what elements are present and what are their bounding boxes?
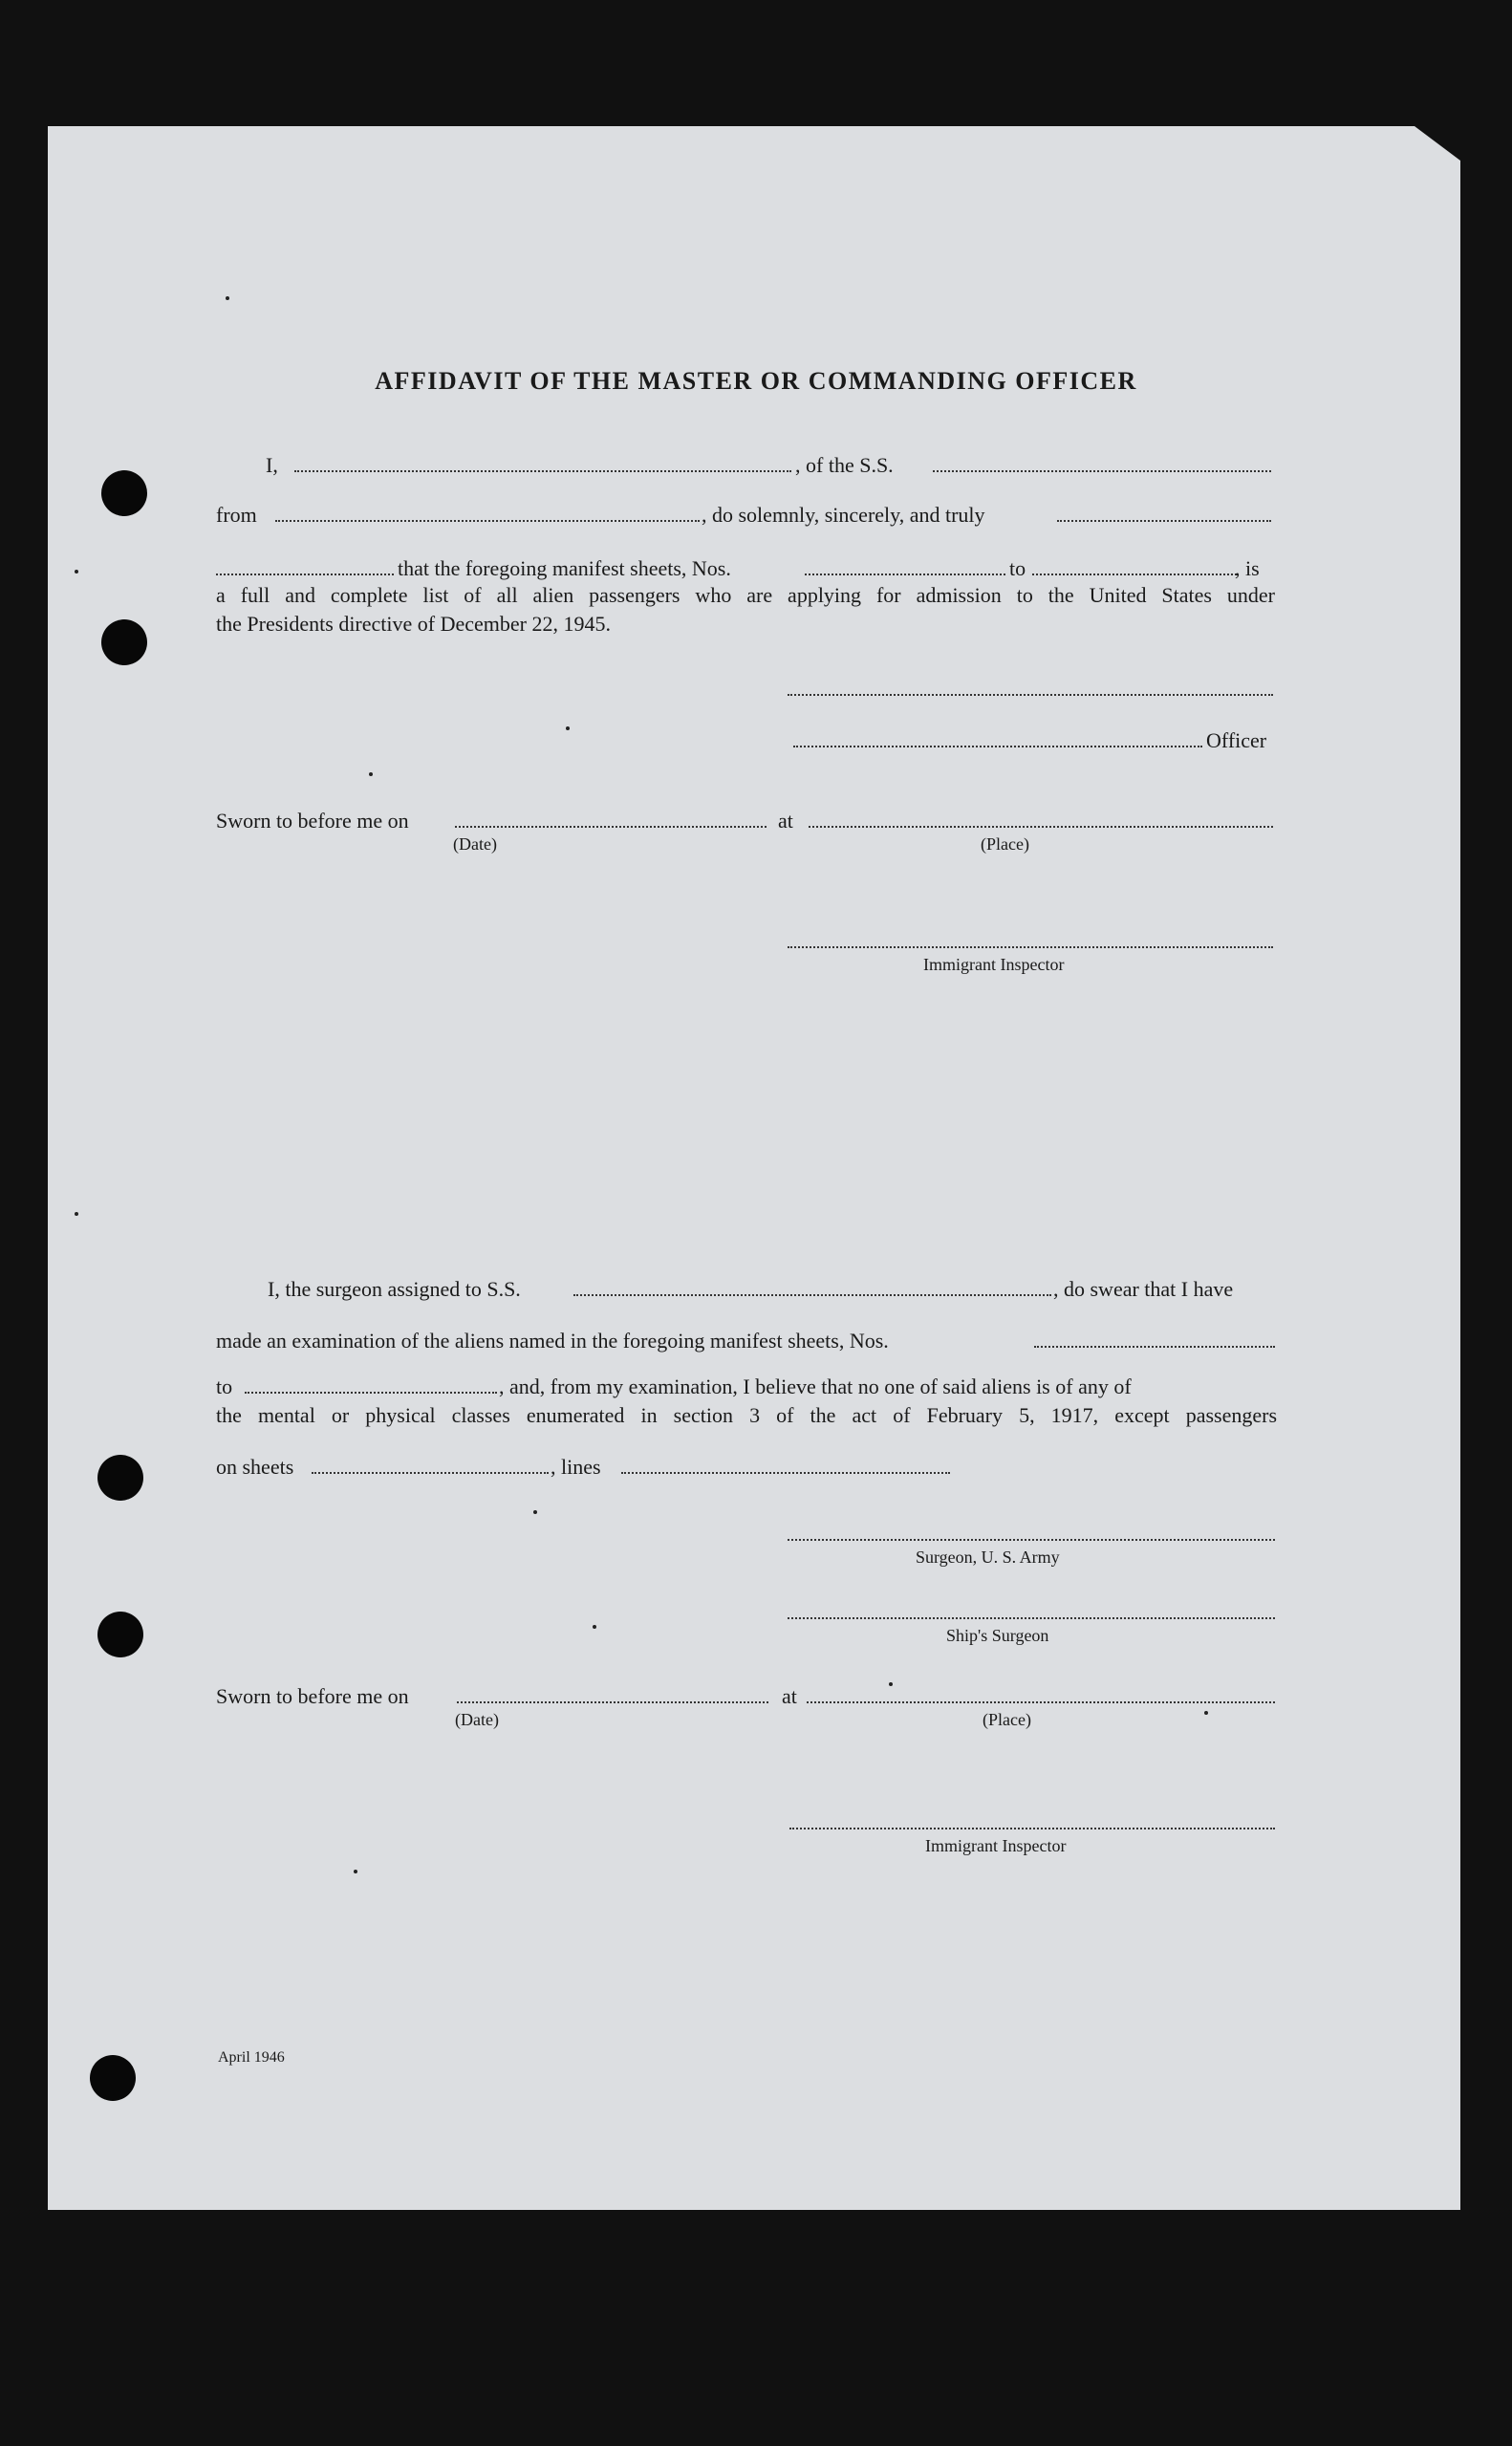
surgeon-to-label: to [216,1375,233,1398]
punch-hole [90,2055,136,2101]
surgeon-date-caption: (Date) [455,1710,499,1729]
ship-surgeon-signature-field[interactable] [788,1617,1275,1619]
speck [75,1212,78,1216]
surgeon-intro: I, the surgeon assigned to S.S. [268,1277,521,1301]
swear-label: , do swear that I have [1053,1277,1234,1301]
oath-field[interactable] [1057,520,1271,522]
signature-field[interactable] [788,694,1273,696]
sworn-place-field[interactable] [809,826,1273,828]
speck [889,1682,893,1686]
of-ss-label: , of the S.S. [795,453,894,477]
exam-sheets-to-field[interactable] [245,1392,497,1394]
surgeon-inspector-signature-field[interactable] [789,1828,1275,1829]
speck [533,1510,537,1514]
page-title: AFFIDAVIT OF THE MASTER OR COMMANDING OFFICER [375,367,1137,395]
surgeon-inspector-label: Immigrant Inspector [925,1836,1067,1855]
date-caption: (Date) [453,834,497,854]
sworn-label: Sworn to before me on [216,809,409,833]
form-sheet [48,126,1460,2210]
ship-surgeon-label: Ship's Surgeon [946,1626,1049,1645]
statement-line-2: the Presidents directive of December 22, 1945. [216,612,611,636]
at-label: at [778,809,793,833]
classes-line: the mental or physical classes enumerated in section 3 of the act of February 5, 1917, except passengers [216,1403,1277,1427]
ship-name-field[interactable] [933,470,1271,472]
sworn-date-field[interactable] [455,826,767,828]
sheets-to-field[interactable] [1032,574,1237,575]
speck [593,1625,596,1629]
officer-label: Officer [1206,728,1267,752]
to-label: to [1009,556,1026,580]
officer-signature-field[interactable] [793,746,1202,747]
surgeon-sworn-place-field[interactable] [807,1701,1275,1703]
is-label: , is [1235,556,1260,580]
except-lines-field[interactable] [621,1472,950,1474]
i-label: I, [266,453,278,477]
exam-line: made an examination of the aliens named in the foregoing manifest sheets, Nos. [216,1329,889,1353]
army-surgeon-label: Surgeon, U. S. Army [916,1548,1060,1567]
speck [369,772,373,776]
surgeon-place-caption: (Place) [983,1710,1031,1729]
solemnly-label: , do solemnly, sincerely, and truly [702,503,985,527]
lines-label: , lines [551,1455,601,1479]
form-date: April 1946 [218,2049,285,2066]
speck [75,570,78,574]
speck [1204,1711,1208,1715]
surgeon-ship-field[interactable] [573,1294,1051,1296]
master-name-field[interactable] [294,470,791,472]
punch-hole [101,619,147,665]
surgeon-sworn-date-field[interactable] [457,1701,768,1703]
foregoing-label: that the foregoing manifest sheets, Nos. [398,556,731,580]
surgeon-sworn-label: Sworn to before me on [216,1684,409,1708]
punch-hole [101,470,147,516]
inspector-label: Immigrant Inspector [923,955,1065,974]
speck [566,726,570,730]
sheets-from-field[interactable] [805,574,1005,575]
belief-text: , and, from my examination, I believe that no one of said aliens is of any of [499,1375,1132,1398]
from-label: from [216,503,257,527]
speck [226,296,229,300]
army-surgeon-signature-field[interactable] [788,1539,1275,1541]
except-sheets-field[interactable] [312,1472,549,1474]
punch-hole [97,1455,143,1501]
surgeon-at-label: at [782,1684,797,1708]
exam-sheets-from-field[interactable] [1034,1346,1275,1348]
speck [354,1870,357,1873]
port-field[interactable] [275,520,700,522]
statement-line-1: a full and complete list of all alien passengers who are applying for admission to the United States under [216,583,1275,607]
punch-hole [97,1612,143,1657]
oath-field-2[interactable] [216,574,394,575]
inspector-signature-field[interactable] [788,946,1273,948]
on-sheets-label: on sheets [216,1455,294,1479]
place-caption: (Place) [981,834,1029,854]
